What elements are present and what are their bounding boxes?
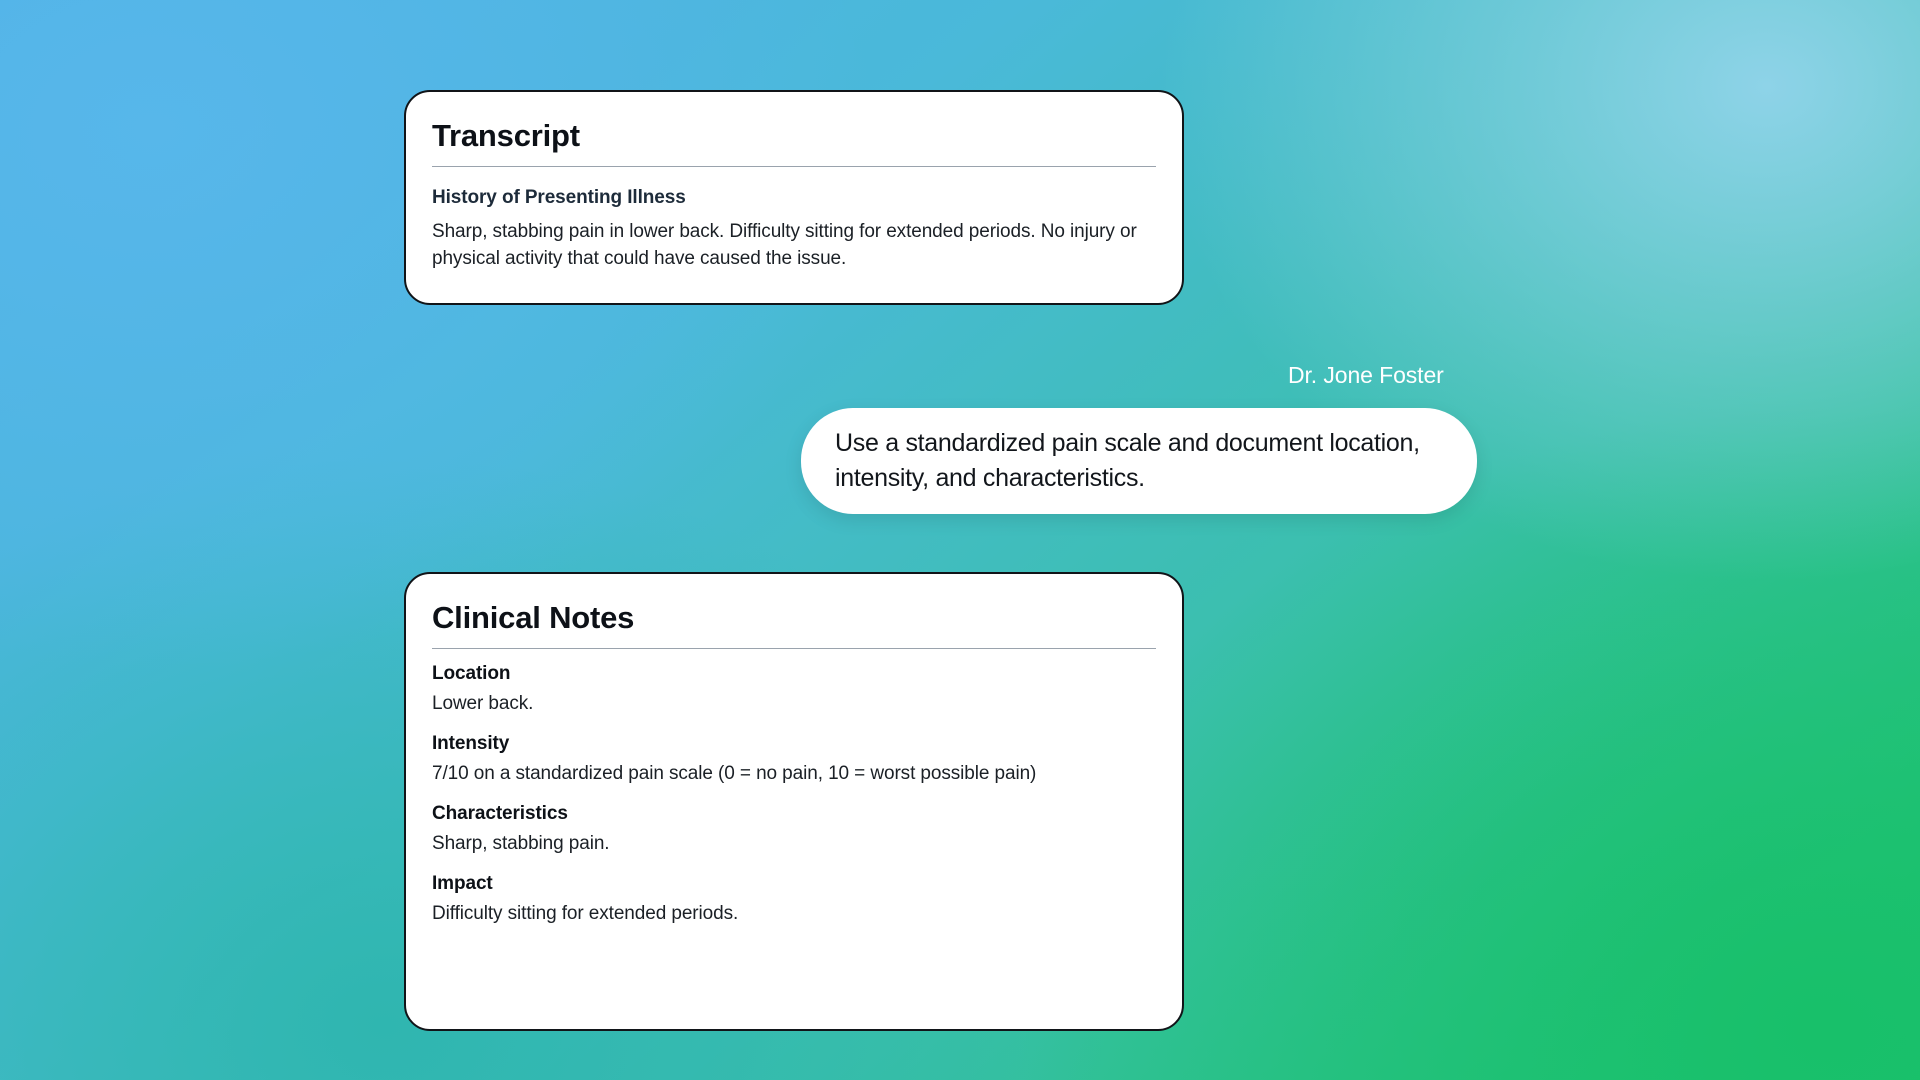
note-value-intensity: 7/10 on a standardized pain scale (0 = no pain, 10 = worst possible pain) bbox=[432, 763, 1037, 784]
note-value-impact: Difficulty sitting for extended periods. bbox=[432, 903, 739, 924]
note-label-characteristics: Characteristics bbox=[432, 803, 568, 824]
note-label-intensity: Intensity bbox=[432, 733, 510, 754]
conversation-speaker-name: Dr. Jone Foster bbox=[1288, 362, 1444, 388]
conversation-message-bubble bbox=[801, 408, 1477, 514]
clinical-notes-title: Clinical Notes bbox=[432, 600, 1156, 649]
note-value-characteristics: Sharp, stabbing pain. bbox=[432, 833, 610, 854]
clinical-notes-list bbox=[406, 649, 1182, 925]
transcript-section-heading: History of Presenting Illness bbox=[432, 187, 686, 208]
transcript-section-text: Sharp, stabbing pain in lower back. Difficulty sitting for extended periods. No injury or physical activity that could have caused the issue. bbox=[432, 221, 1137, 269]
list-item bbox=[432, 803, 1156, 855]
note-value-location: Lower back. bbox=[432, 693, 534, 714]
transcript-card bbox=[404, 90, 1184, 305]
list-item bbox=[432, 663, 1156, 715]
list-item bbox=[432, 733, 1156, 785]
list-item bbox=[432, 873, 1156, 925]
note-label-impact: Impact bbox=[432, 873, 493, 894]
clinical-notes-card bbox=[404, 572, 1184, 1031]
transcript-title: Transcript bbox=[432, 118, 1156, 167]
note-label-location: Location bbox=[432, 663, 511, 684]
transcript-body bbox=[406, 167, 1182, 273]
conversation-message-text: Use a standardized pain scale and document location, intensity, and characteristics. bbox=[835, 429, 1420, 492]
